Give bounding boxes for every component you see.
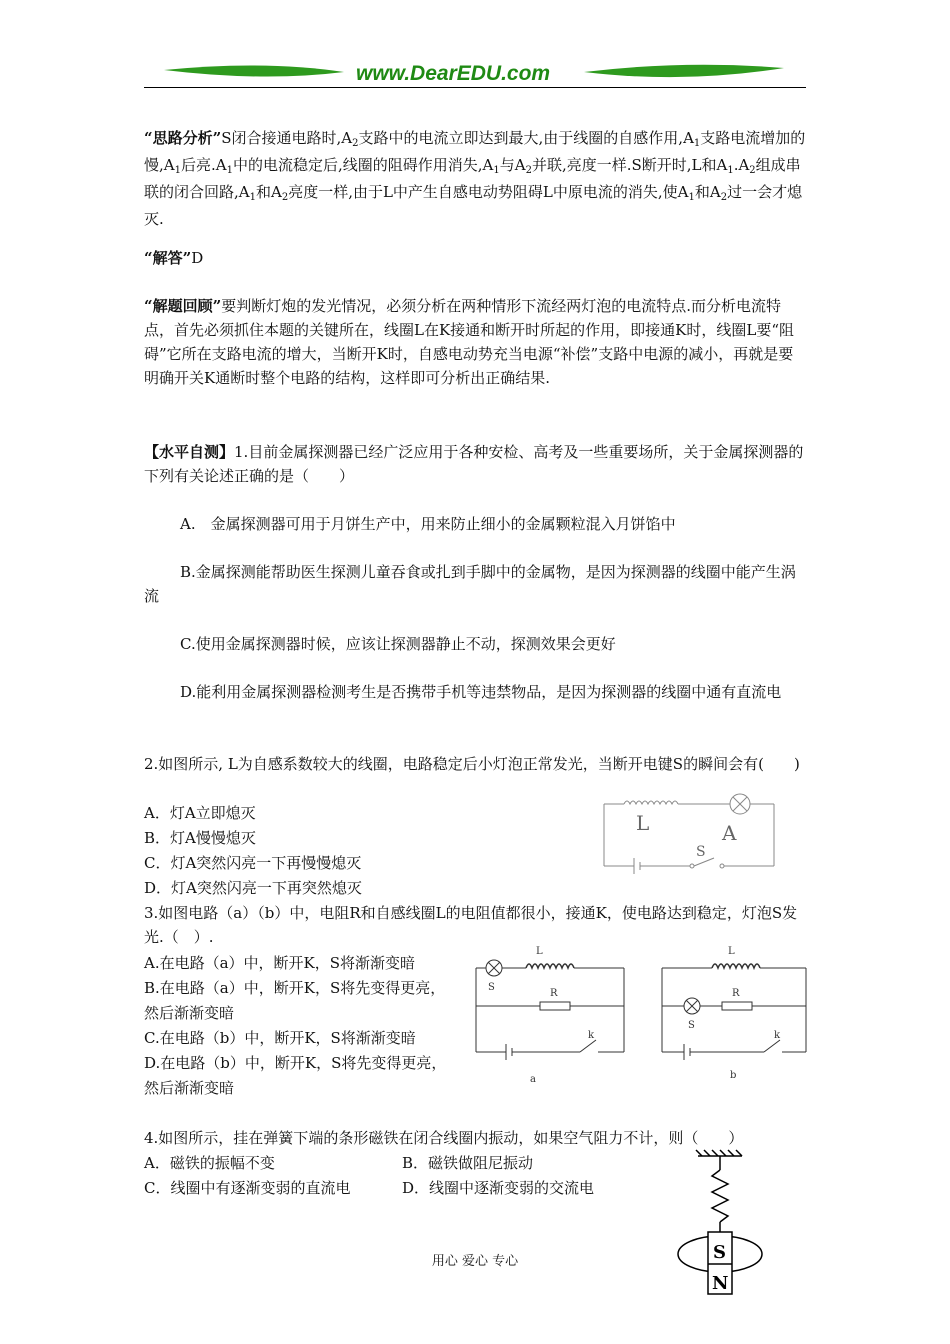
q2-fig-label-a: A [722, 821, 737, 845]
q4-option-c: C．线圈中有逐渐变弱的直流电 [144, 1179, 351, 1197]
q2-fig-label-s: S [696, 844, 706, 860]
review-label: “解题回顾” [144, 297, 222, 315]
q3b-fig-label-r: R [732, 988, 740, 999]
q1-option-c: C.使用金属探测器时候，应该让探测器静止不动，探测效果会更好 [180, 635, 616, 653]
page-header [144, 58, 806, 90]
header-rule [144, 87, 806, 88]
page-footer: 用心 爱心 专心 [431, 1254, 519, 1269]
q1-stem: 【水平自测】1.目前金属探测器已经广泛应用于各种安检、高考及一些重要场所，关于金属探测器的下列有关论述正确的是（ ） [144, 443, 804, 485]
answer-line [144, 246, 808, 270]
q3a-fig-label-l: L [536, 946, 543, 957]
header-logo-text: www.DearEDU.com [356, 62, 551, 85]
q3b-fig-label-k: k [774, 1030, 781, 1041]
q1-option-d: D.能利用金属探测器检测考生是否携带手机等违禁物品，是因为探测器的线圈中通有直流电 [180, 683, 782, 701]
q3-option-b-cont: 然后渐渐变暗 [144, 1004, 235, 1022]
review-paragraph [144, 294, 808, 390]
q2-fig-label-l: L [636, 811, 650, 835]
q3-option-b: B.在电路（a）中，断开K，S将先变得更亮， [144, 979, 446, 997]
q4-option-d: D．线圈中逐渐变弱的交流电 [402, 1179, 595, 1197]
q3-option-a: A.在电路（a）中，断开K，S将渐渐变暗 [144, 954, 416, 972]
q3-circuit-figure-a [470, 940, 630, 1086]
q3-option-d-cont: 然后渐渐变暗 [144, 1079, 235, 1097]
q4-option-a: A．磁铁的振幅不变 [144, 1154, 275, 1172]
q4-fig-label-s: S [713, 1242, 726, 1263]
answer-value: D [191, 249, 204, 267]
q2-stem: 2.如图所示, L为自感系数较大的线圈，电路稳定后小灯泡正常发光，当断开电键S的瞬间会有( ) [144, 755, 800, 773]
q4-fig-label-n: N [712, 1273, 729, 1294]
q1-option-b: B.金属探测能帮助医生探测儿童吞食或扎到手脚中的金属物，是因为探测器的线圈中能产生涡流 [144, 563, 796, 605]
q3-option-c: C.在电路（b）中，断开K，S将渐渐变暗 [144, 1029, 416, 1047]
q2-option-d: D．灯A突然闪亮一下再突然熄灭 [144, 879, 362, 897]
q2-option-b: B．灯A慢慢熄灭 [144, 829, 256, 847]
q2-circuit-figure [598, 790, 778, 882]
q2-option-c: C．灯A突然闪亮一下再慢慢熄灭 [144, 854, 362, 872]
q3-option-d: D.在电路（b）中，断开K，S将先变得更亮， [144, 1054, 447, 1072]
q3a-fig-label-k: k [588, 1030, 595, 1041]
analysis-label: “思路分析” [144, 129, 222, 147]
q3b-fig-caption: b [730, 1070, 737, 1081]
review-text: 要判断灯炮的发光情况，必须分析在两种情形下流经两灯泡的电流特点.而分析电流特点，首先必须抓住本题的关键所在，线圈L在K接通和断开时所起的作用，即接通K时，线圈L要“阻碍”它所在支路电流的增大，当断开K时，自感电动势充当电源“补偿”支路中电源的减小，再就是要明确开关K通断时整个电路的结构，这样即可分析出正确结果. [144, 297, 795, 387]
analysis-paragraph: “思路分析”S闭合接通电路时$,A_2$支路中的电流立即达到最大,由于线圈的自感作用$,A_1$支路电流增加的慢$,A_1$后亮$.A_1$中的电流稳定后,线圈的阻碍作用消失$,A_1$与$A_2$并联,亮度一样.S断开时,L和$A_1.A_2$组成串联的闭合回路$,A_1$和$A_2$亮度一样,由于L中产生自感电动势阻碍L中原电流的消失,使$A_1$和$A_2$过一会才熄灭. [144, 129, 806, 228]
q3-stem: 3.如图电路（a）（b）中，电阻R和自感线圈L的电阻值都很小，接通K，使电路达到稳定，灯泡S发光.（ ）. [144, 904, 798, 946]
q3a-fig-caption: a [530, 1074, 536, 1085]
q2-option-a: A．灯A立即熄灭 [144, 804, 256, 822]
q1-option-a: A. 金属探测器可用于月饼生产中，用来防止细小的金属颗粒混入月饼馅中 [180, 515, 676, 533]
q3a-fig-label-s: S [488, 982, 495, 993]
q3b-fig-label-s: S [688, 1020, 695, 1031]
q3b-fig-label-l: L [728, 946, 735, 957]
answer-label: “解答” [144, 249, 192, 267]
q4-spring-magnet-figure [672, 1148, 772, 1300]
self-test-label: 【水平自测】 [144, 443, 235, 461]
q3-circuit-figure-b [656, 940, 816, 1086]
q4-stem: 4.如图所示，挂在弹簧下端的条形磁铁在闭合线圈内振动，如果空气阻力不计，则（ ） [144, 1129, 744, 1147]
q3a-fig-label-r: R [550, 988, 558, 999]
q4-option-b: B．磁铁做阻尼振动 [402, 1154, 534, 1172]
